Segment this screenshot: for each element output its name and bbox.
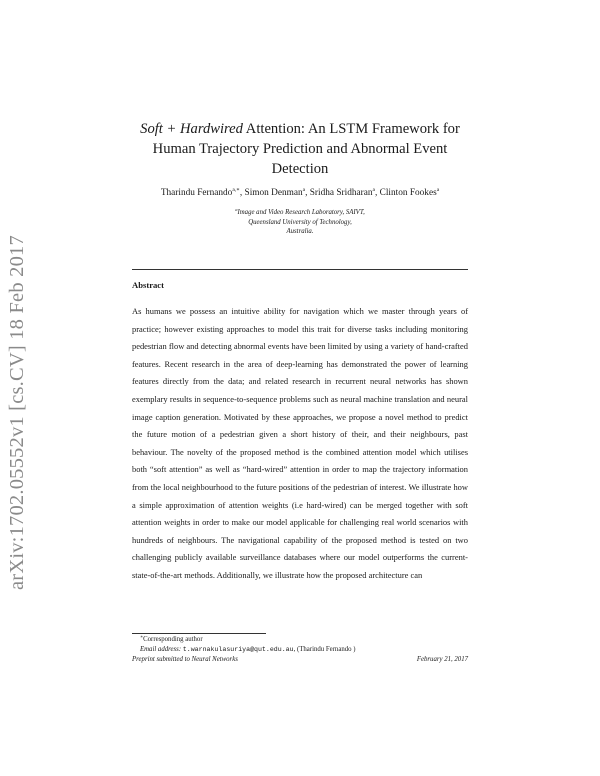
footnote-rule	[132, 633, 266, 634]
author-affiliation-mark: a	[436, 187, 440, 193]
arxiv-identifier-stamp: arXiv:1702.05552v1 [cs.CV] 18 Feb 2017	[6, 235, 28, 590]
author-separator: ,	[374, 188, 380, 198]
affiliation-mark: a	[235, 207, 238, 212]
author-name: Clinton Fookes	[379, 188, 437, 198]
abstract-body: As humans we possess an intuitive ability for navigation which we master through years of practice; however existing approaches to model this trait for diverse tasks including monitoring pedestrian flow and detecting abnormal events have been limited by using a variety of hand-crafted features. Recent research in the area of deep-learning has demonstrated the power of learning features directly from the data; and related research in recurrent neural networks has shown exemplary results in sequence-to-sequence problems such as neural machine translation and neural image caption generation. Motivated by these approaches, we propose a novel method to predict the future motion of a pedestrian given a short history of their, and their neighbours, past behaviour. The novelty of the proposed method is the combined attention model which utilises both “soft attention” as well as “hard-wired” attention in order to map the trajectory information from the local neighbourhood to the future positions of the pedestrian of interest. We illustrate how a simple approximation of attention weights (i.e hard-wired) can be merged together with soft attention weights in order to make our model applicable for challenging real world scenarios with hundreds of neighbours. The navigational capability of the proposed method is tested on two challenging publicly available surveillance databases where our model outperforms the current-state-of-the-art methods. Additionally, we illustrate how the proposed architecture can	[132, 306, 468, 580]
footnote-mark: ∗	[140, 634, 144, 639]
email-address[interactable]: t.warnakulasuriya@qut.edu.au	[182, 646, 294, 653]
affiliation-country: Australia.	[286, 228, 314, 236]
affiliation-university: Queensland University of Technology,	[248, 218, 352, 226]
paper-title	[132, 119, 468, 179]
footnote	[140, 635, 468, 655]
author-name: Simon Denman	[244, 188, 303, 198]
author-affiliation-mark: a	[302, 187, 306, 193]
email-label: Email address:	[140, 646, 182, 653]
title-italic-part: Soft + Hardwired	[140, 121, 243, 137]
footer-date: February 21, 2017	[416, 656, 468, 663]
footer-journal: Preprint submitted to Neural Networks	[132, 656, 238, 663]
author-name: Tharindu Fernando	[160, 188, 233, 198]
footnote-email-line	[140, 645, 468, 655]
abstract-top-rule	[132, 269, 468, 270]
author-list	[132, 187, 468, 199]
author-affiliation-mark: a,∗	[232, 187, 240, 193]
abstract-heading: Abstract	[132, 280, 164, 290]
author-separator: ,	[305, 188, 310, 198]
author-affiliation-mark: a	[372, 187, 375, 193]
affiliation-block	[132, 208, 468, 237]
author-separator: ,	[239, 188, 245, 198]
affiliation-line	[132, 208, 468, 218]
email-suffix: , (Tharindu Fernando )	[293, 646, 356, 653]
affiliation-lab: Image and Video Research Laboratory, SAIVT,	[237, 209, 365, 216]
author-name: Sridha Sridharan	[309, 188, 373, 198]
title-rest: Attention: An LSTM Framework for Human Trajectory Prediction and Abnormal Event Detection	[152, 121, 460, 177]
footnote-corresponding-line	[140, 635, 468, 645]
footnote-corresponding-author: Corresponding author	[143, 636, 203, 643]
